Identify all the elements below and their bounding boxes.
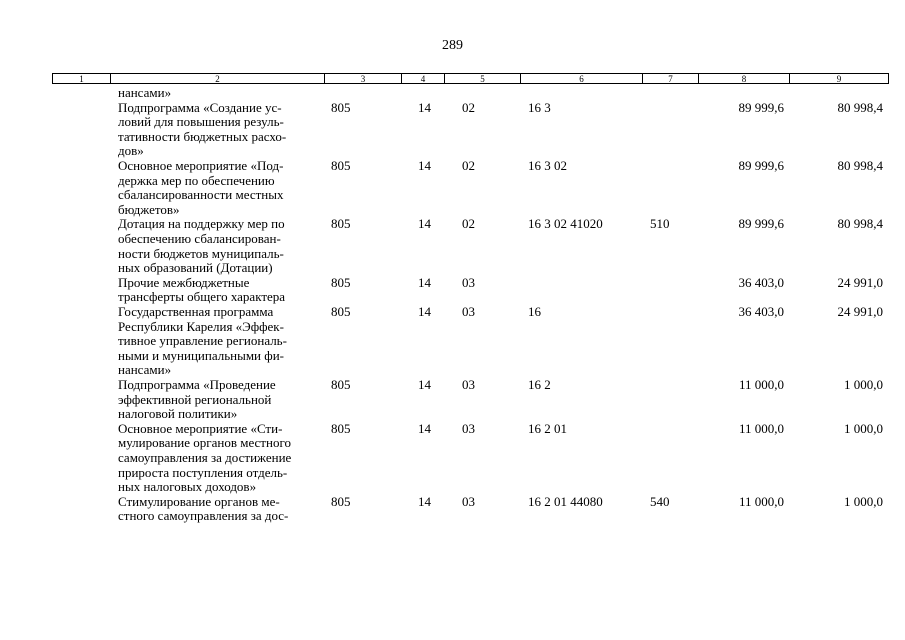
row-name-line: дов» — [118, 143, 144, 159]
row-name-line: бюджетов» — [118, 201, 180, 217]
row-name-line: Стимулирование органов ме- — [118, 493, 280, 509]
header-col-8: 8 — [699, 74, 790, 84]
cell-c9: 80 998,4 — [837, 158, 883, 173]
row-name-line: Прочие межбюджетные — [118, 274, 250, 290]
header-col-6: 6 — [521, 74, 643, 84]
cell-c5: 03 — [462, 304, 475, 319]
header-col-5: 5 — [445, 74, 521, 84]
cell-c5: 02 — [462, 216, 475, 232]
cell-c4: 14 — [418, 158, 431, 173]
row-name — [118, 217, 328, 275]
cell-c4: 14 — [418, 304, 431, 319]
cell-c5: 03 — [462, 274, 475, 290]
cell-c7: 510 — [650, 216, 670, 232]
row-name — [118, 495, 328, 524]
cell-c3: 805 — [331, 493, 351, 509]
row-name-line: Основное мероприятие «Под- — [118, 158, 284, 173]
row-name-line: нансами» — [118, 85, 172, 100]
row-name-line: эффективной региональной — [118, 391, 272, 407]
cell-c9: 1 000,0 — [844, 420, 883, 436]
cell-c5: 02 — [462, 158, 475, 173]
cell-c6: 16 — [528, 304, 541, 319]
cell-c8: 11 000,0 — [738, 420, 784, 436]
row-name-line: тивное управление региональ- — [118, 333, 287, 349]
row-name-line: Подпрограмма «Проведение — [118, 377, 276, 392]
header-col-9: 9 — [836, 74, 842, 84]
row-name-line: самоуправления за достижение — [118, 449, 292, 465]
header-col-3: 3 — [325, 74, 402, 84]
row-name-line: Подпрограмма «Создание ус- — [118, 99, 282, 115]
cell-c5: 02 — [462, 99, 475, 115]
cell-c8: 36 403,0 — [738, 274, 784, 290]
row-name — [118, 378, 328, 422]
cell-c6: 16 2 01 — [528, 420, 567, 436]
header-col-1: 1 — [53, 74, 111, 84]
cell-c6: 16 3 02 41020 — [528, 216, 603, 232]
cell-c8: 89 999,6 — [738, 158, 784, 173]
row-name-line: Дотация на поддержку мер по — [118, 216, 285, 232]
header-col-2: 2 — [111, 74, 325, 84]
cell-c9: 80 998,4 — [837, 99, 883, 115]
cell-c5: 03 — [462, 377, 475, 392]
row-name-line: тативности бюджетных расхо- — [118, 128, 287, 144]
page-number: 289 — [442, 38, 463, 53]
cell-c6: 16 2 — [528, 377, 551, 392]
cell-c4: 14 — [418, 493, 431, 509]
row-name — [118, 305, 328, 378]
row-name-line: ных образований (Дотации) — [118, 260, 273, 276]
row-name-line: ными и муниципальными фи- — [118, 347, 284, 363]
cell-c9: 1 000,0 — [844, 493, 883, 509]
cell-c8: 11 000,0 — [738, 377, 784, 392]
cell-c6: 16 2 01 44080 — [528, 493, 603, 509]
row-name-line: сбалансированности местных — [118, 187, 284, 203]
cell-c8: 11 000,0 — [738, 493, 784, 509]
cell-c3: 805 — [331, 274, 351, 290]
cell-c9: 1 000,0 — [844, 377, 883, 392]
cell-c3: 805 — [331, 158, 351, 173]
header-col-4: 4 — [402, 74, 445, 84]
cell-c9: 24 991,0 — [837, 274, 883, 290]
cell-c3: 805 — [331, 420, 351, 436]
row-name-line: ловий для повышения резуль- — [118, 114, 284, 130]
row-name — [118, 276, 328, 305]
row-name-line: Республики Карелия «Эффек- — [118, 318, 284, 334]
cell-c7: 540 — [650, 493, 670, 509]
row-name-line: держка мер по обеспечению — [118, 172, 275, 188]
row-name-line: Государственная программа — [118, 304, 274, 319]
cell-c9: 24 991,0 — [837, 304, 883, 319]
cell-c3: 805 — [331, 377, 351, 392]
cell-c9: 80 998,4 — [837, 216, 883, 232]
cell-c3: 805 — [331, 304, 351, 319]
cell-c3: 805 — [331, 99, 351, 115]
cell-c8: 89 999,6 — [738, 99, 784, 115]
table-header — [52, 73, 889, 84]
cell-c8: 36 403,0 — [738, 304, 784, 319]
row-name — [118, 159, 328, 217]
cell-c6: 16 3 — [528, 99, 551, 115]
cell-c4: 14 — [418, 420, 431, 436]
cell-c8: 89 999,6 — [738, 216, 784, 232]
row-name — [118, 86, 328, 101]
cell-c5: 03 — [462, 420, 475, 436]
row-name-line: обеспечению сбалансирован- — [118, 230, 281, 246]
row-name — [118, 422, 328, 495]
row-name — [118, 101, 328, 159]
cell-c4: 14 — [418, 377, 431, 392]
row-name-line: Основное мероприятие «Сти- — [118, 420, 283, 436]
row-name-line: налоговой политики» — [118, 406, 238, 422]
header-col-7: 7 — [643, 74, 699, 84]
row-name-line: ности бюджетов муниципаль- — [118, 245, 284, 261]
cell-c3: 805 — [331, 216, 351, 232]
row-name-line: стного самоуправления за дос- — [118, 508, 289, 524]
row-name-line: ных налоговых доходов» — [118, 479, 257, 495]
cell-c4: 14 — [418, 216, 431, 232]
row-name-line: трансферты общего характера — [118, 289, 286, 305]
cell-c4: 14 — [418, 274, 431, 290]
cell-c6: 16 3 02 — [528, 158, 567, 173]
cell-c5: 03 — [462, 493, 475, 509]
row-name-line: мулирование органов местного — [118, 435, 291, 451]
row-name-line: прироста поступления отдель- — [118, 464, 288, 480]
row-name-line: нансами» — [118, 362, 172, 378]
cell-c4: 14 — [418, 99, 431, 115]
